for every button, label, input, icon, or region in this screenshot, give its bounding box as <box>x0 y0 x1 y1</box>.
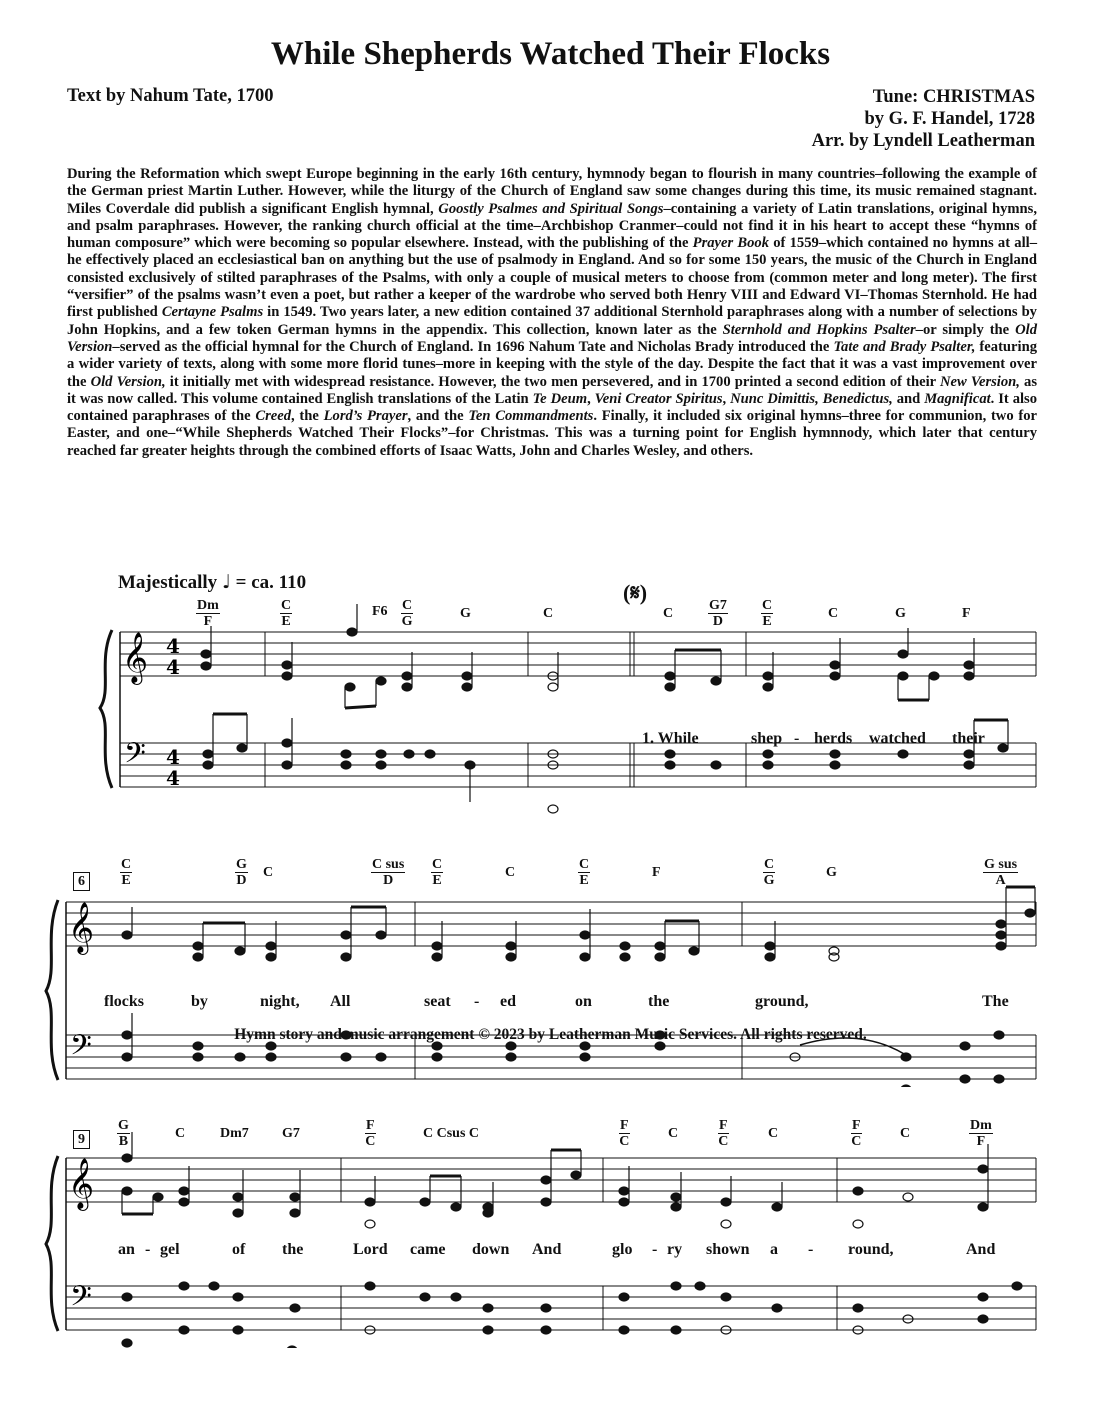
lyric-syllable: a <box>770 1241 778 1258</box>
svg-text:𝄞: 𝄞 <box>68 902 95 953</box>
lyric-syllable: round, <box>848 1241 894 1258</box>
tempo-value: = ca. 110 <box>235 572 307 593</box>
lyric-syllable: came <box>410 1241 446 1258</box>
chord-symbol: $\frac{F}{C}$ <box>365 1118 376 1149</box>
chord-symbol: $\frac{C}{G}$ <box>401 598 413 629</box>
chord-symbol: $\frac{G}{B}$ <box>118 1118 129 1149</box>
lyric-syllable: ry <box>667 1241 683 1258</box>
lyric-syllable: The <box>982 993 1009 1010</box>
lyric-syllable: - <box>652 1241 658 1258</box>
chord-symbol: C <box>900 1126 911 1141</box>
chord-symbol: C <box>768 1126 779 1141</box>
chord-symbol: $\frac{F}{C}$ <box>718 1118 729 1149</box>
composer-credit: by G. F. Handel, 1728 <box>864 109 1035 129</box>
chord-symbol: C Csus C <box>423 1126 480 1141</box>
hymn-story: During the Reformation which swept Europe beginning in the early 16th century, hymnody began to flourish in many countries–following the example of the German priest Martin Luther. However, while the liturgy of the Church of England saw some changes during this time, its music remained stagnant. Miles Coverdale did publish a significant English hymnal, Goostly Psalmes and Spiritual Songs–containing a variety of Latin translations, original hymns, and psalm paraphrases. However, the ranking church official at the time–Archbishop Cranmer–could not find it in his heart to accept these “hymns of human composure” which were becoming so popular elsewhere. Instead, with the publishing of the Prayer Book of 1559–which contained no hymns at all–he effectively placed an ecclesiastical ban on anything but the use of psalmody in England. And so for some 150 years, the music of the Church in England consisted exclusively of stilted paraphrases of the Psalms, with only a couple of musical meters to choose from (common meter and long meter). The first “versifier” of the psalms wasn’t even a poet, but rather a keeper of the wardrobe who served both Henry VIII and Edward VI–Thomas Sternhold. He had first published Certayne Psalms in 1549. Two years later, a new edition contained 37 additional Sternhold paraphrases along with a number of selections by John Hopkins, and a few token German hymns in the appendix. This collection, known later as the Sternhold and Hopkins Psalter–or simply the Old Version–served as the official hymnal for the Church of England. In 1696 Nahum Tate and Nicholas Brady introduced the Tate and Brady Psalter, featuring a wider variety of texts, along with some more florid tunes–more in keeping with the style of the day. Despite the fact that it was a vast improvement over the Old Version, it initially met with widespread resistance. However, the two men persevered, and in 1700 printed a second edition of their New Version, as it was now called. This volume contained English translations of the Latin Te Deum, Veni Creator Spiritus, Nunc Dimittis, Benedictus, and Magnificat. It also contained paraphrases of the Creed, the Lord’s Prayer, and the Ten Commandments. Finally, it included six original hymns–three for communion, two for Easter, and one–“While Shepherds Watched Their Flocks”–for Christmas. This was a turning point for English hymnnody, which later that century reached far greater heights through the combined efforts of Isaac Watts, John and Charles Wesley, and others. <box>67 166 1038 459</box>
chord-symbol: C <box>828 606 839 621</box>
lyric-syllable: 1. While <box>642 730 699 747</box>
chord-symbol: C <box>175 1126 186 1141</box>
svg-text:𝄞: 𝄞 <box>68 1158 95 1209</box>
lyric-syllable: - <box>808 1241 814 1258</box>
svg-text:𝄢: 𝄢 <box>124 737 146 777</box>
lyric-syllable: shown <box>706 1241 750 1258</box>
lyric-syllable: ed <box>500 993 516 1010</box>
chord-symbol: $\frac{C}{E}$ <box>121 857 132 888</box>
chord-symbol: C <box>263 865 274 880</box>
music-staff-system-1 <box>0 590 1101 820</box>
lyric-syllable: - <box>145 1241 151 1258</box>
chord-symbol: C <box>663 606 674 621</box>
lyric-syllable: And <box>966 1241 996 1258</box>
chord-symbol: $\frac{C}{E}$ <box>579 857 590 888</box>
chord-symbol: F <box>962 606 971 621</box>
lyric-syllable: herds <box>814 730 853 747</box>
chord-symbol: $\frac{C}{E}$ <box>762 598 773 629</box>
chord-symbol: $\frac{Dm}{F}$ <box>197 598 219 629</box>
lyric-syllable: their <box>952 730 985 747</box>
measure-number: 9 <box>73 1130 90 1149</box>
measure-number: 6 <box>73 872 90 891</box>
lyric-syllable: of <box>232 1241 246 1258</box>
svg-text:𝄢: 𝄢 <box>70 1280 92 1320</box>
arranger-credit: Arr. by Lyndell Leatherman <box>811 131 1035 151</box>
lyric-syllable: on <box>575 993 592 1010</box>
chord-symbol: $\frac{C}{E}$ <box>281 598 292 629</box>
lyric-syllable: by <box>191 993 208 1010</box>
svg-text:4: 4 <box>166 634 180 658</box>
lyric-syllable: shep <box>751 730 783 747</box>
chord-symbol: C <box>668 1126 679 1141</box>
text-credit: Text by Nahum Tate, 1700 <box>67 86 274 106</box>
chord-symbol: G7 <box>282 1126 300 1141</box>
lyric-syllable: watched <box>869 730 926 747</box>
lyric-syllable: - <box>474 993 480 1010</box>
lyric-syllable: glo <box>612 1241 633 1258</box>
lyric-syllable: flocks <box>104 993 144 1010</box>
music-staff-system-2 <box>0 857 1101 1087</box>
lyric-syllable: down <box>472 1241 510 1258</box>
svg-text:4: 4 <box>166 766 180 790</box>
chord-symbol: C <box>505 865 516 880</box>
chord-symbol: Dm7 <box>220 1126 249 1141</box>
lyric-syllable: the <box>282 1241 304 1258</box>
music-staff-system-3 <box>0 1118 1101 1348</box>
tune-credits <box>812 86 1035 152</box>
chord-symbol: F <box>652 865 661 880</box>
svg-text:𝄢: 𝄢 <box>70 1029 92 1069</box>
chord-symbol: G <box>895 606 906 621</box>
lyric-syllable: Lord <box>353 1241 388 1258</box>
chord-symbol: C <box>543 606 554 621</box>
quarter-note-icon: ♩ <box>221 571 231 593</box>
lyric-syllable: night, <box>260 993 300 1010</box>
chord-symbol: $\frac{C}{G}$ <box>763 857 775 888</box>
lyric-syllable: an <box>118 1241 135 1258</box>
lyric-syllable: And <box>532 1241 562 1258</box>
chord-symbol: G <box>826 865 837 880</box>
chord-symbol: $\frac{\text{C sus}}{D}$ <box>372 857 405 888</box>
chord-symbol: $\frac{G}{D}$ <box>236 857 247 888</box>
svg-text:4: 4 <box>166 655 180 679</box>
chord-symbol: $\frac{C}{E}$ <box>432 857 443 888</box>
copyright-footer: Hymn story and music arrangement © 2023 by Leatherman Music Services. All rights reserved. <box>234 1026 867 1043</box>
lyric-syllable: - <box>794 730 800 747</box>
chord-symbol: $\frac{F}{C}$ <box>619 1118 630 1149</box>
svg-text:𝄞: 𝄞 <box>122 632 149 683</box>
lyric-syllable: ground, <box>755 993 809 1010</box>
chord-symbol: $\frac{Dm}{F}$ <box>970 1118 992 1149</box>
chord-symbol: G <box>460 606 471 621</box>
chord-symbol: F6 <box>372 604 388 619</box>
chord-symbol: $\frac{G7}{D}$ <box>709 598 727 629</box>
lyric-syllable: gel <box>160 1241 180 1258</box>
lyric-syllable: All <box>330 993 351 1010</box>
chord-symbol: $\frac{\text{G sus}}{A}$ <box>984 857 1018 888</box>
segno-sign: (𝄋) <box>623 580 648 605</box>
svg-text:4: 4 <box>166 745 180 769</box>
tune-name: Tune: CHRISTMAS <box>872 87 1035 107</box>
tempo-text: Majestically <box>118 572 218 593</box>
lyric-syllable: the <box>648 993 670 1010</box>
page-title: While Shepherds Watched Their Flocks <box>270 36 831 72</box>
lyric-syllable: seat <box>424 993 451 1010</box>
chord-symbol: $\frac{F}{C}$ <box>851 1118 862 1149</box>
